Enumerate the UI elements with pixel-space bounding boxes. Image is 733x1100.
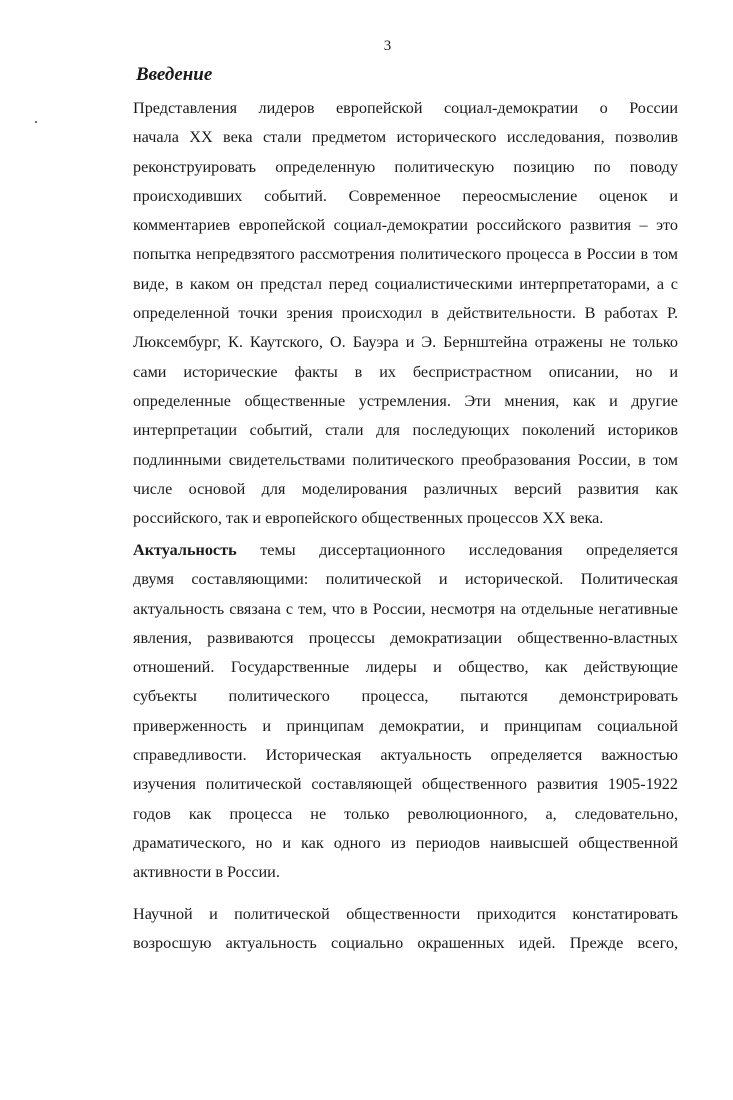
text-line (133, 536, 678, 565)
text-line: годов как процесса не только революционного, а, следовательно, (133, 804, 678, 823)
text-line: субъекты политического процесса, пытаются демонстрировать (133, 687, 678, 706)
section-heading: Введение (136, 64, 213, 85)
text-line: реконструировать определенную политическую позицию по поводу (133, 157, 678, 176)
page-number: 3 (383, 38, 392, 54)
text-line: числе основой для моделирования различных версий развития как (133, 479, 678, 498)
text-line: Люксембург, К. Каутского, О. Бауэра и Э. Бернштейна отражены не только (133, 333, 678, 352)
relevance-paragraph (133, 536, 678, 888)
text-line: явления, развиваются процессы демократизации общественно-властных (133, 628, 678, 647)
text-line: российского, так и европейского общественных процессов XX века. (133, 509, 604, 528)
relevance-first-line-rest: темы диссертационного исследования определяется (260, 541, 679, 559)
scan-speck (35, 121, 37, 123)
text-line: определенной точки зрения происходил в действительности. В работах Р. (133, 304, 678, 323)
text-line: подлинными свидетельствами политического преобразования России, в том (133, 450, 678, 469)
scientific-paragraph (133, 900, 678, 959)
text-line: отношений. Государственные лидеры и общество, как действующие (133, 658, 678, 677)
text-line: попытка непредвзятого рассмотрения политического процесса в России в том (133, 245, 678, 264)
text-line: начала XX века стали предметом исторического исследования, позволив (133, 128, 678, 147)
text-line: интерпретации событий, стали для последующих поколений историков (133, 421, 678, 440)
text-line: двумя составляющими: политической и исторической. Политическая (133, 570, 678, 589)
text-line: комментариев европейской социал-демократии российского развития – это (133, 216, 678, 235)
text-line: приверженность и принципам демократии, и принципам социальной (133, 716, 678, 735)
intro-paragraph (133, 94, 678, 533)
text-line: происходивших событий. Современное переосмысление оценок и (133, 186, 678, 205)
text-line: актуальность связана с тем, что в России, несмотря на отдельные негативные (133, 599, 678, 618)
text-line: активности в России. (133, 863, 280, 882)
text-line: сами исторические факты в их беспристрастном описании, но и (133, 362, 678, 381)
text-line: Представления лидеров европейской социал-демократии о России (133, 99, 678, 117)
text-line: виде, в каком он предстал перед социалистическими интерпретаторами, а с (133, 274, 678, 293)
text-line: возросшую актуальность социально окрашенных идей. Прежде всего, (133, 934, 678, 953)
text-line: определенные общественные устремления. Эти мнения, как и другие (133, 391, 678, 410)
text-line: драматического, но и как одного из периодов наивысшей общественной (133, 833, 678, 852)
relevance-keyword: Актуальность (133, 541, 237, 559)
text-line: изучения политической составляющей общественного развития 1905-1922 (133, 775, 678, 794)
text-line: Научной и политической общественности приходится констатировать (133, 905, 678, 923)
text-line: справедливости. Историческая актуальность определяется важностью (133, 746, 678, 765)
